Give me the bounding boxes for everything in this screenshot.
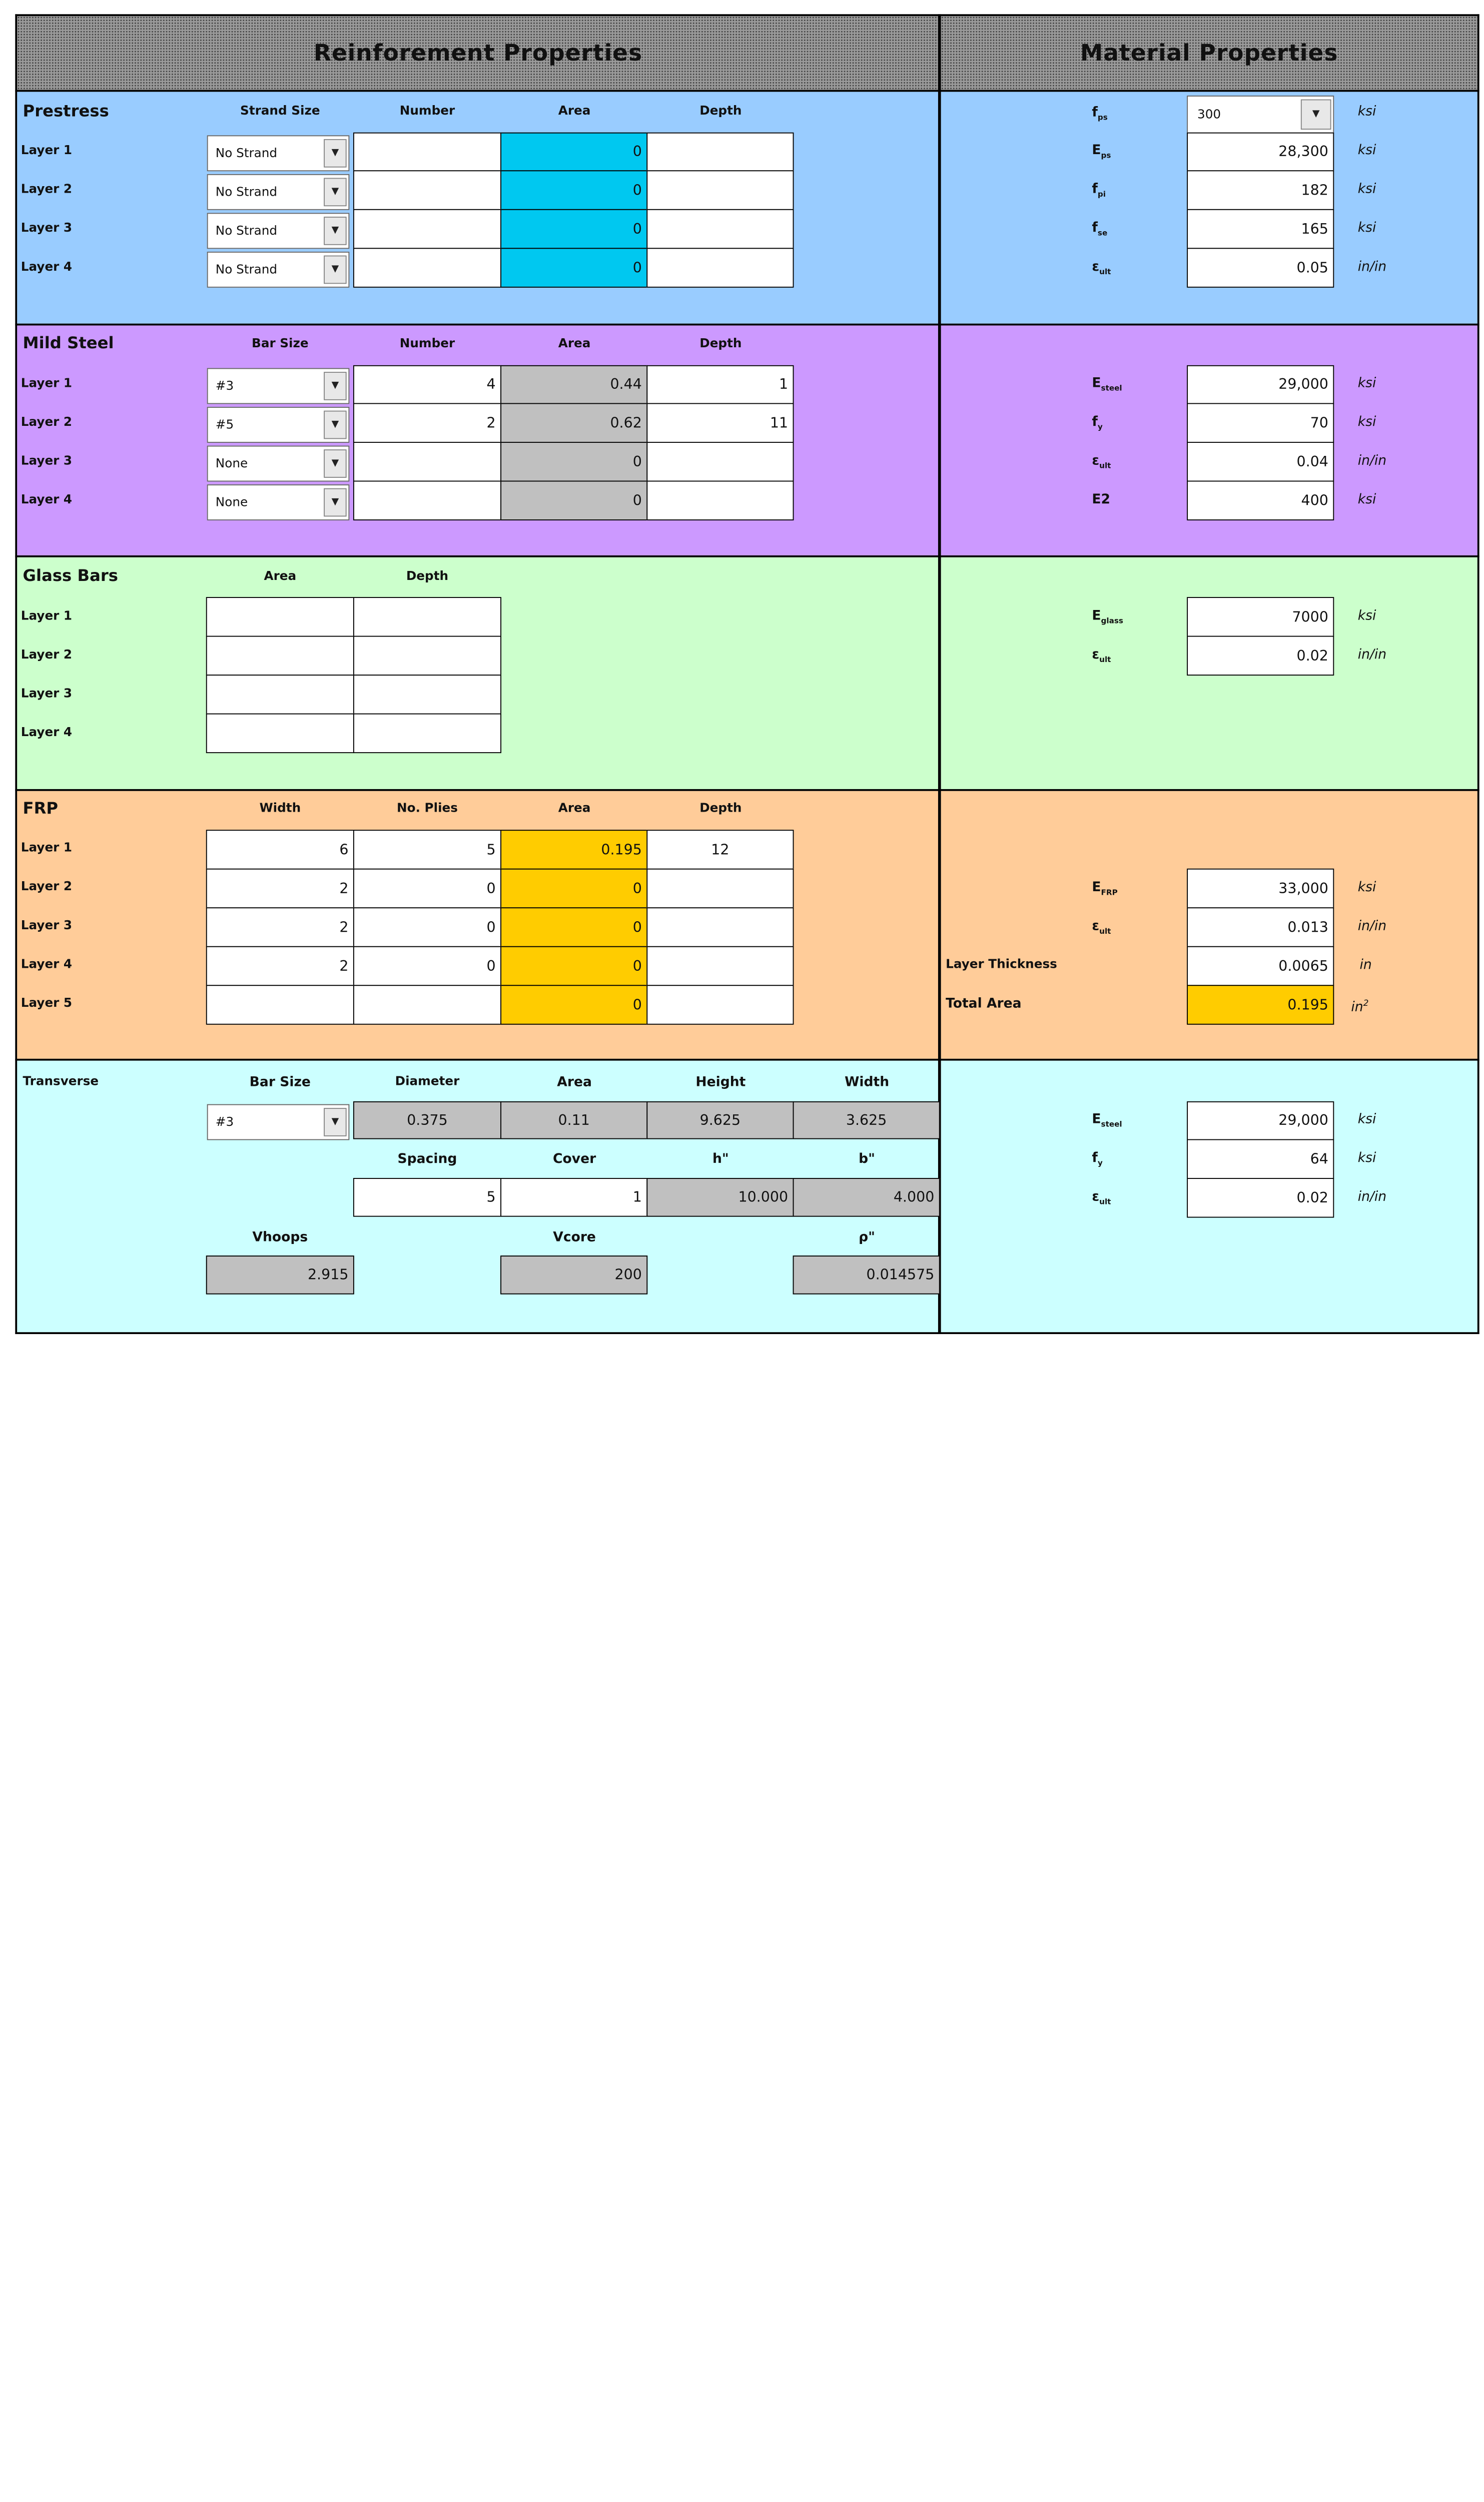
rho-label: ρ" <box>859 1230 876 1245</box>
glass-col-area: Area <box>264 569 297 584</box>
cover-input[interactable]: 1 <box>500 1178 647 1217</box>
chevron-down-icon[interactable]: ▼ <box>324 256 347 284</box>
fpi-input[interactable]: 182 <box>1187 170 1334 210</box>
chevron-down-icon[interactable]: ▼ <box>324 139 347 168</box>
efrp-unit: ksi <box>1357 880 1376 895</box>
mild-steel-bar-size-dropdown[interactable] <box>207 368 350 404</box>
transverse-col-spacing: Spacing <box>397 1151 457 1167</box>
mild-steel-area-cell: 0 <box>500 442 647 481</box>
divider-glass <box>15 789 1479 791</box>
glass-area-input[interactable] <box>206 636 354 676</box>
frp-width-input[interactable]: 2 <box>206 869 354 908</box>
frp-eult-unit: in/in <box>1357 918 1387 934</box>
frp-area-cell: 0.195 <box>500 830 647 869</box>
prestress-layer-label: Layer 2 <box>21 182 73 197</box>
b-core-cell: 4.000 <box>793 1178 940 1217</box>
rho-cell: 0.014575 <box>793 1256 940 1295</box>
material-title: Material Properties <box>1080 40 1338 67</box>
frp-width-input[interactable] <box>206 985 354 1024</box>
divider-header <box>15 90 1479 92</box>
frp-layer-label: Layer 3 <box>21 918 73 933</box>
glass-eult-input[interactable]: 0.02 <box>1187 636 1334 676</box>
mild-steel-col-number: Number <box>399 337 455 351</box>
prestress-depth-input[interactable] <box>646 248 794 287</box>
frp-area-cell: 0 <box>500 985 647 1024</box>
vcore-cell: 200 <box>500 1256 647 1295</box>
frp-layer-label: Layer 5 <box>21 996 73 1011</box>
dropdown-value: None <box>215 495 248 510</box>
frp-depth-input[interactable] <box>646 946 794 986</box>
h-core-cell: 10.000 <box>646 1178 794 1217</box>
fps-dropdown[interactable] <box>1187 96 1334 134</box>
eglass-symbol: $E_{glass}$ <box>1092 608 1123 626</box>
frp-plies-input[interactable]: 5 <box>353 830 501 869</box>
esteel-unit: ksi <box>1357 375 1376 391</box>
mild-steel-col-bar-size: Bar Size <box>252 337 309 351</box>
prestress-number-input[interactable] <box>353 248 501 287</box>
dropdown-value: No Strand <box>215 185 278 200</box>
esteel-symbol: $E_{steel}$ <box>1092 375 1122 393</box>
layer-thickness-unit: in <box>1359 957 1372 973</box>
frp-layer-label: Layer 1 <box>21 841 73 856</box>
mild-steel-number-input[interactable] <box>353 442 501 481</box>
fy-unit: ksi <box>1357 414 1376 430</box>
glass-area-input[interactable] <box>206 714 354 753</box>
mild-steel-area-cell: 0 <box>500 481 647 520</box>
frp-plies-input[interactable]: 0 <box>353 907 501 947</box>
prestress-area-cell: 0 <box>500 209 647 249</box>
dropdown-value: #3 <box>215 1115 234 1129</box>
prestress-depth-input[interactable] <box>646 170 794 210</box>
dropdown-value: No Strand <box>215 262 278 277</box>
dropdown-value: #3 <box>215 379 234 393</box>
mild-steel-bar-size-dropdown[interactable] <box>207 407 350 443</box>
transverse-diameter-cell: 0.375 <box>353 1101 501 1139</box>
transverse-width-cell: 3.625 <box>793 1101 940 1139</box>
prestress-number-input[interactable] <box>353 170 501 210</box>
mild-steel-col-depth: Depth <box>699 337 742 351</box>
dropdown-value: None <box>215 456 248 471</box>
fse-input[interactable]: 165 <box>1187 209 1334 249</box>
transverse-title: Transverse <box>23 1074 99 1089</box>
fse-unit: ksi <box>1357 220 1376 236</box>
mild-steel-title: Mild Steel <box>23 334 114 353</box>
prestress-strand-size-dropdown[interactable] <box>207 135 350 171</box>
mild-steel-layer-label: Layer 2 <box>21 415 73 430</box>
glass-depth-input[interactable] <box>353 714 501 753</box>
prestress-col-depth: Depth <box>699 104 742 119</box>
mild-steel-depth-input[interactable]: 11 <box>646 403 794 442</box>
prestress-col-number: Number <box>399 104 455 119</box>
frp-width-input[interactable]: 6 <box>206 830 354 869</box>
total-area-unit: $in^2$ <box>1351 999 1369 1015</box>
mild-steel-number-input[interactable] <box>353 481 501 520</box>
frp-area-cell: 0 <box>500 869 647 908</box>
esteel-input[interactable]: 29,000 <box>1187 365 1334 404</box>
fpi-symbol: $f_{pi}$ <box>1092 182 1106 199</box>
tr-eult-input[interactable]: 0.02 <box>1187 1178 1334 1217</box>
ms-eult-symbol: $\varepsilon_{ult}$ <box>1092 453 1111 470</box>
chevron-down-icon[interactable]: ▼ <box>324 372 347 400</box>
frp-width-input[interactable]: 2 <box>206 946 354 986</box>
prestress-area-cell: 0 <box>500 170 647 210</box>
outer-border-right <box>1477 14 1479 1334</box>
frp-depth-input[interactable]: 12 <box>646 830 794 869</box>
glass-area-input[interactable] <box>206 597 354 637</box>
dropdown-value: 300 <box>1197 107 1221 122</box>
prestress-strand-size-dropdown[interactable] <box>207 174 350 210</box>
mild-steel-bar-size-dropdown[interactable] <box>207 446 350 482</box>
frp-col-area: Area <box>558 801 591 816</box>
mild-steel-layer-label: Layer 3 <box>21 454 73 468</box>
dropdown-value: No Strand <box>215 224 278 238</box>
dropdown-value: No Strand <box>215 146 278 161</box>
glass-col-depth: Depth <box>406 569 449 584</box>
efrp-input[interactable]: 33,000 <box>1187 869 1334 908</box>
prestress-layer-label: Layer 1 <box>21 144 73 158</box>
mild-steel-depth-input[interactable]: 1 <box>646 365 794 404</box>
vcore-label: Vcore <box>553 1230 596 1245</box>
transverse-col-h: h" <box>712 1151 729 1167</box>
chevron-down-icon[interactable]: ▼ <box>324 449 347 478</box>
spacing-input[interactable]: 5 <box>353 1178 501 1217</box>
prestress-layer-label: Layer 3 <box>21 221 73 236</box>
tr-fy-symbol: $f_y$ <box>1092 1150 1103 1167</box>
prestress-title: Prestress <box>23 102 109 122</box>
transverse-height-cell: 9.625 <box>646 1101 794 1139</box>
chevron-down-icon[interactable]: ▼ <box>324 1108 347 1136</box>
tr-esteel-symbol: $E_{steel}$ <box>1092 1111 1122 1129</box>
mild-steel-col-area: Area <box>558 337 591 351</box>
transverse-col-cover: Cover <box>552 1151 596 1167</box>
glass-area-input[interactable] <box>206 675 354 714</box>
frp-plies-input[interactable]: 0 <box>353 946 501 986</box>
ps-eult-unit: in/in <box>1357 259 1387 275</box>
ms-eult-input[interactable]: 0.04 <box>1187 442 1334 481</box>
frp-depth-input[interactable] <box>646 907 794 947</box>
frp-col-width: Width <box>259 801 301 816</box>
glass-depth-input[interactable] <box>353 675 501 714</box>
chevron-down-icon[interactable]: ▼ <box>324 178 347 206</box>
efrp-symbol: $E_{FRP}$ <box>1092 880 1118 897</box>
fse-symbol: $f_{se}$ <box>1092 220 1108 238</box>
vhoops-cell: 2.915 <box>206 1256 354 1295</box>
prestress-depth-input[interactable] <box>646 133 794 172</box>
mild-steel-depth-input[interactable] <box>646 481 794 520</box>
prestress-strand-size-dropdown[interactable] <box>207 252 350 288</box>
outer-border-left <box>15 14 17 1334</box>
total-area-cell: 0.195 <box>1187 985 1334 1024</box>
reinforcement-title: Reinforement Properties <box>313 40 643 67</box>
divider-mild-steel <box>15 555 1479 557</box>
fps-unit: ksi <box>1357 104 1376 120</box>
e2-unit: ksi <box>1357 492 1376 507</box>
chevron-down-icon[interactable]: ▼ <box>1301 100 1331 130</box>
glass-layer-label: Layer 1 <box>21 609 73 624</box>
fpi-unit: ksi <box>1357 182 1376 197</box>
fps-symbol: $f_{ps}$ <box>1092 105 1108 122</box>
tr-eult-unit: in/in <box>1357 1189 1387 1204</box>
reinforcement-header <box>17 16 939 90</box>
transverse-col-area: Area <box>557 1074 592 1090</box>
outer-border-top <box>15 14 1479 16</box>
dropdown-value: #5 <box>215 417 234 432</box>
eps-input[interactable]: 28,300 <box>1187 133 1334 172</box>
glass-depth-input[interactable] <box>353 597 501 637</box>
mild-steel-depth-input[interactable] <box>646 442 794 481</box>
total-area-label: Total Area <box>946 996 1022 1012</box>
transverse-bar-size-dropdown[interactable] <box>207 1104 350 1140</box>
e2-label: E2 <box>1092 492 1111 507</box>
chevron-down-icon[interactable]: ▼ <box>324 411 347 439</box>
tr-fy-unit: ksi <box>1357 1150 1376 1166</box>
frp-area-cell: 0 <box>500 946 647 986</box>
eglass-input[interactable]: 7000 <box>1187 597 1334 637</box>
glass-depth-input[interactable] <box>353 636 501 676</box>
tr-eult-symbol: $\varepsilon_{ult}$ <box>1092 1189 1111 1206</box>
layer-thickness-label: Layer Thickness <box>946 957 1057 972</box>
transverse-col-width: Width <box>845 1074 890 1090</box>
chevron-down-icon[interactable]: ▼ <box>324 217 347 245</box>
transverse-area-cell: 0.11 <box>500 1101 647 1139</box>
mild-steel-bar-size-dropdown[interactable] <box>207 484 350 520</box>
ps-eult-symbol: $\varepsilon_{ult}$ <box>1092 259 1111 276</box>
divider-frp <box>15 1059 1479 1061</box>
fy-symbol: $f_y$ <box>1092 414 1103 431</box>
frp-plies-input[interactable] <box>353 985 501 1024</box>
transverse-col-diameter: Diameter <box>395 1074 460 1089</box>
vhoops-label: Vhoops <box>252 1230 308 1245</box>
divider-prestress <box>15 324 1479 326</box>
ps-eult-input[interactable]: 0.05 <box>1187 248 1334 287</box>
prestress-area-cell: 0 <box>500 248 647 287</box>
glass-layer-label: Layer 2 <box>21 648 73 663</box>
frp-col-depth: Depth <box>699 801 742 816</box>
frp-title: FRP <box>23 799 59 819</box>
prestress-col-area: Area <box>558 104 591 119</box>
prestress-layer-label: Layer 4 <box>21 260 73 275</box>
mild-steel-area-cell: 0.62 <box>500 403 647 442</box>
mild-steel-layer-label: Layer 1 <box>21 376 73 391</box>
frp-depth-input[interactable] <box>646 869 794 908</box>
prestress-strand-size-dropdown[interactable] <box>207 213 350 249</box>
frp-eult-input[interactable]: 0.013 <box>1187 907 1334 947</box>
mild-steel-number-input[interactable]: 4 <box>353 365 501 404</box>
prestress-col-strand-size: Strand Size <box>240 104 320 119</box>
frp-plies-input[interactable]: 0 <box>353 869 501 908</box>
e2-input[interactable]: 400 <box>1187 481 1334 520</box>
glass-title: Glass Bars <box>23 566 118 586</box>
transverse-col-height: Height <box>695 1074 746 1090</box>
frp-width-input[interactable]: 2 <box>206 907 354 947</box>
mild-steel-area-cell: 0.44 <box>500 365 647 404</box>
prestress-number-input[interactable] <box>353 133 501 172</box>
transverse-col-bar-size: Bar Size <box>249 1074 311 1090</box>
eglass-unit: ksi <box>1357 608 1376 624</box>
mild-steel-number-input[interactable]: 2 <box>353 403 501 442</box>
frp-layer-label: Layer 4 <box>21 957 73 972</box>
glass-eult-symbol: $\varepsilon_{ult}$ <box>1092 647 1111 664</box>
frp-area-cell: 0 <box>500 907 647 947</box>
outer-border-bottom <box>15 1332 1479 1334</box>
frp-col-plies: No. Plies <box>396 801 458 816</box>
eps-unit: ksi <box>1357 143 1376 158</box>
frp-eult-symbol: $\varepsilon_{ult}$ <box>1092 918 1111 936</box>
tr-fy-input[interactable]: 64 <box>1187 1139 1334 1179</box>
chevron-down-icon[interactable]: ▼ <box>324 488 347 517</box>
prestress-number-input[interactable] <box>353 209 501 249</box>
prestress-depth-input[interactable] <box>646 209 794 249</box>
material-header <box>941 16 1477 90</box>
glass-eult-unit: in/in <box>1357 647 1387 663</box>
ms-eult-unit: in/in <box>1357 453 1387 468</box>
transverse-col-b: b" <box>859 1151 876 1167</box>
tr-esteel-unit: ksi <box>1357 1111 1376 1127</box>
prestress-area-cell: 0 <box>500 133 647 172</box>
tr-esteel-input[interactable]: 29,000 <box>1187 1101 1334 1140</box>
mild-steel-layer-label: Layer 4 <box>21 493 73 507</box>
eps-symbol: $E_{ps}$ <box>1092 143 1111 160</box>
frp-depth-input[interactable] <box>646 985 794 1024</box>
frp-layer-label: Layer 2 <box>21 880 73 894</box>
glass-layer-label: Layer 4 <box>21 726 73 740</box>
fy-input[interactable]: 70 <box>1187 403 1334 442</box>
glass-layer-label: Layer 3 <box>21 687 73 702</box>
layer-thickness-input[interactable]: 0.0065 <box>1187 946 1334 986</box>
